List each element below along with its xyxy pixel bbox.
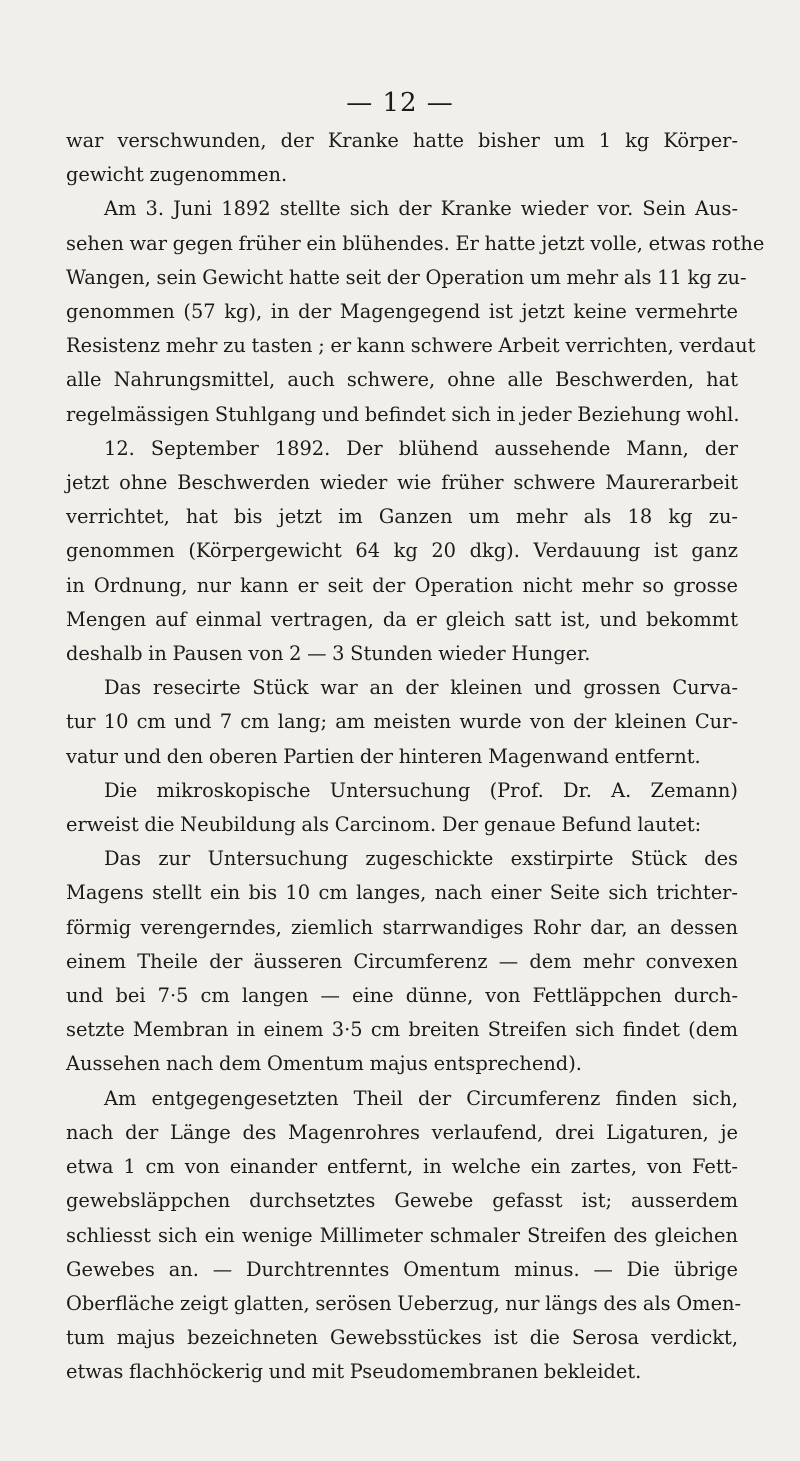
text-line: genommen (57 kg), in der Magengegend ist jetzt keine vermehrte — [66, 300, 738, 324]
text-line: Oberfläche zeigt glatten, serösen Ueberzug, nur längs des als Omen- — [66, 1291, 742, 1315]
text-line: vatur und den oberen Partien der hinteren Magenwand entfernt. — [66, 744, 701, 768]
text-line: sehen war gegen früher ein blühendes. Er hatte jetzt volle, etwas rothe — [66, 231, 765, 255]
text-line: gewebsläppchen durchsetztes Gewebe gefasst ist; ausserdem — [66, 1189, 738, 1213]
text-line: Resistenz mehr zu tasten ; er kann schwere Arbeit verrichten, verdaut — [66, 334, 756, 358]
text-line: alle Nahrungsmittel, auch schwere, ohne alle Beschwerden, hat — [66, 368, 738, 392]
text-line: einem Theile der äusseren Circumferenz — dem mehr convexen — [66, 949, 738, 973]
text-line: förmig verengerndes, ziemlich starrwandiges Rohr dar, an dessen — [66, 915, 738, 939]
text-line: Aussehen nach dem Omentum majus entsprechend). — [66, 1052, 582, 1076]
text-line: deshalb in Pausen von 2 — 3 Stunden wieder Hunger. — [66, 642, 591, 666]
text-line: 12. September 1892. Der blühend aussehende Mann, der — [104, 436, 738, 460]
text-line: regelmässigen Stuhlgang und befindet sich in jeder Beziehung wohl. — [66, 402, 740, 426]
text-line: schliesst sich ein wenige Millimeter schmaler Streifen des gleichen — [66, 1223, 738, 1247]
text-line: Die mikroskopische Untersuchung (Prof. Dr. A. Zemann) — [104, 778, 738, 802]
text-line: Wangen, sein Gewicht hatte seit der Operation um mehr als 11 kg zu- — [66, 265, 747, 289]
text-line: Am entgegengesetzten Theil der Circumferenz finden sich, — [104, 1086, 738, 1110]
text-line: setzte Membran in einem 3·5 cm breiten Streifen sich findet (dem — [66, 1018, 738, 1042]
text-line: Gewebes an. — Durchtrenntes Omentum minus. — Die übrige — [66, 1257, 738, 1281]
text-line: verrichtet, hat bis jetzt im Ganzen um mehr als 18 kg zu- — [66, 505, 738, 529]
text-line: tur 10 cm und 7 cm lang; am meisten wurde von der kleinen Cur- — [66, 710, 738, 734]
text-line: Magens stellt ein bis 10 cm langes, nach einer Seite sich trichter- — [66, 881, 738, 905]
text-line: jetzt ohne Beschwerden wieder wie früher schwere Maurerarbeit — [66, 471, 738, 495]
text-line: in Ordnung, nur kann er seit der Operation nicht mehr so grosse — [66, 573, 738, 597]
text-line: etwa 1 cm von einander entfernt, in welche ein zartes, von Fett- — [66, 1155, 738, 1179]
text-line: war verschwunden, der Kranke hatte bisher um 1 kg Körper- — [66, 129, 738, 152]
text-line: tum majus bezeichneten Gewebsstückes ist die Serosa verdickt, — [66, 1326, 738, 1350]
text-line: nach der Länge des Magenrohres verlaufend, drei Ligaturen, je — [66, 1120, 738, 1144]
body-text — [66, 124, 765, 1390]
text-line: und bei 7·5 cm langen — eine dünne, von Fettläppchen durch- — [66, 984, 738, 1008]
text-line: etwas flachhöckerig und mit Pseudomembranen bekleidet. — [66, 1360, 642, 1384]
text-line: gewicht zugenommen. — [66, 163, 288, 187]
page-number: — 12 — — [346, 88, 454, 118]
text-line: Das resecirte Stück war an der kleinen und grossen Curva- — [104, 676, 738, 700]
text-line: Das zur Untersuchung zugeschickte exstirpirte Stück des — [104, 847, 738, 871]
text-line: Mengen auf einmal vertragen, da er gleich satt ist, und bekommt — [66, 607, 738, 631]
text-line: Am 3. Juni 1892 stellte sich der Kranke wieder vor. Sein Aus- — [104, 197, 738, 221]
text-line: erweist die Neubildung als Carcinom. Der genaue Befund lautet: — [66, 813, 702, 837]
text-line: genommen (Körpergewicht 64 kg 20 dkg). Verdauung ist ganz — [66, 539, 738, 563]
